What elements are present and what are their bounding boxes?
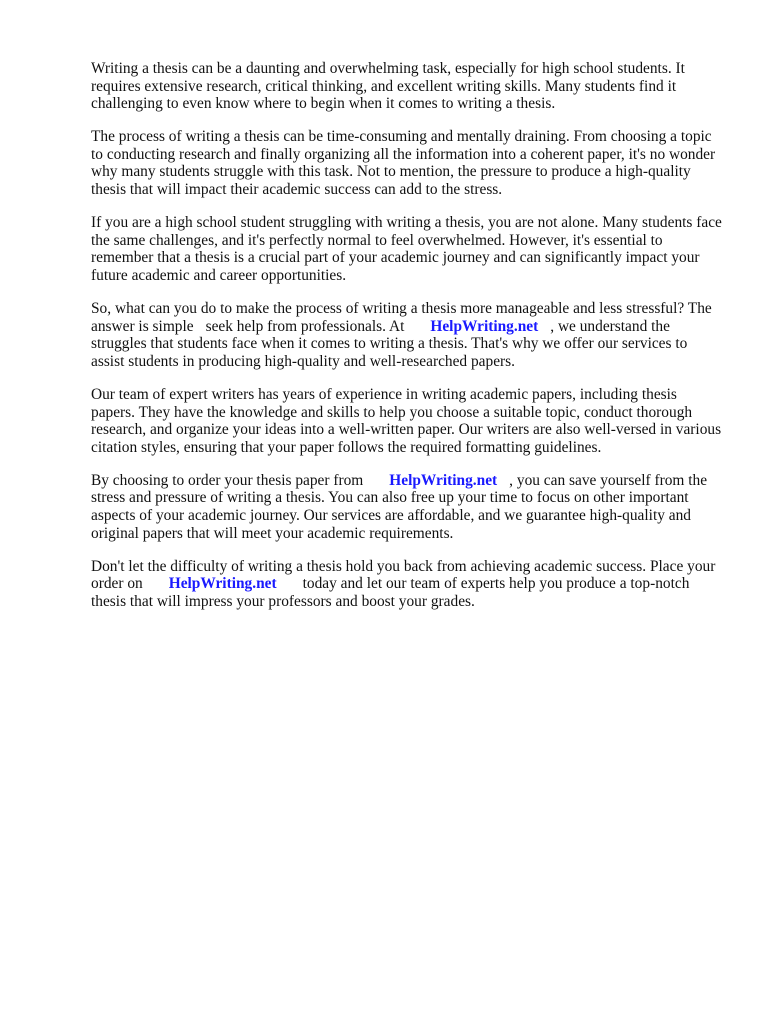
paragraph-order (91, 472, 723, 542)
paragraph-help-text-start: So, what can you do to make the process of writing a thesis more manageable and less stressful? The answer is simple (91, 300, 712, 335)
helpwriting-link-1[interactable]: HelpWriting.net (430, 317, 539, 335)
paragraph-closing-text-end: today and let our team of experts help you produce a top-notch thesis that will impress your professors and boost your grades. (91, 575, 690, 610)
paragraph-closing (91, 558, 723, 611)
helpwriting-link-2[interactable]: HelpWriting.net (389, 471, 498, 489)
paragraph-intro: Writing a thesis can be a daunting and overwhelming task, especially for high school students. It requires extensive research, critical thinking, and excellent writing skills. Many students find it challenging to even know where to begin when it comes to writing a thesis. (91, 60, 685, 113)
document-body (91, 60, 723, 626)
paragraph-help-text-end: , we understand the struggles that students face when it comes to writing a thesis. That's why we offer our services to assist students in producing high-quality and well-researched papers. (91, 317, 688, 370)
paragraph-closing-text-start: Don't let the difficulty of writing a thesis hold you back from achieving academic success. Place your order on (91, 557, 716, 593)
paragraph-order-text-end: , you can save yourself from the stress and pressure of writing a thesis. You can also free up your time to focus on other important aspects of your academic journey. Our services are affordable, and we guarantee high-quality and original papers that will meet your academic requirements. (91, 471, 708, 542)
paragraph-struggle: If you are a high school student struggling with writing a thesis, you are not alone. Many students face the same challenges, and it's perfectly normal to feel overwhelmed. However, it's essential to remember that a thesis is a crucial part of your academic journey and can significantly impact your future academic and career opportunities. (91, 214, 722, 284)
paragraph-team: Our team of expert writers has years of experience in writing academic papers, including thesis papers. They have the knowledge and skills to help you choose a suitable topic, conduct thorough research, and organize your ideas into a well-written paper. Our writers are also well-versed in various citation styles, ensuring that your paper follows the required formatting guidelines. (91, 385, 722, 456)
paragraph-help-text-mid: seek help from professionals. At (205, 317, 405, 335)
paragraph-process: The process of writing a thesis can be time-consuming and mentally draining. From choosing a topic to conducting research and finally organizing all the information into a coherent paper, it's no wonder why many students struggle with this task. Not to mention, the pressure to produce a high-quality thesis that will impact their academic success can add to the stress. (91, 128, 716, 199)
helpwriting-link-3[interactable]: HelpWriting.net (168, 575, 277, 593)
paragraph-help (91, 300, 723, 370)
paragraph-order-text-start: By choosing to order your thesis paper from (91, 471, 364, 489)
